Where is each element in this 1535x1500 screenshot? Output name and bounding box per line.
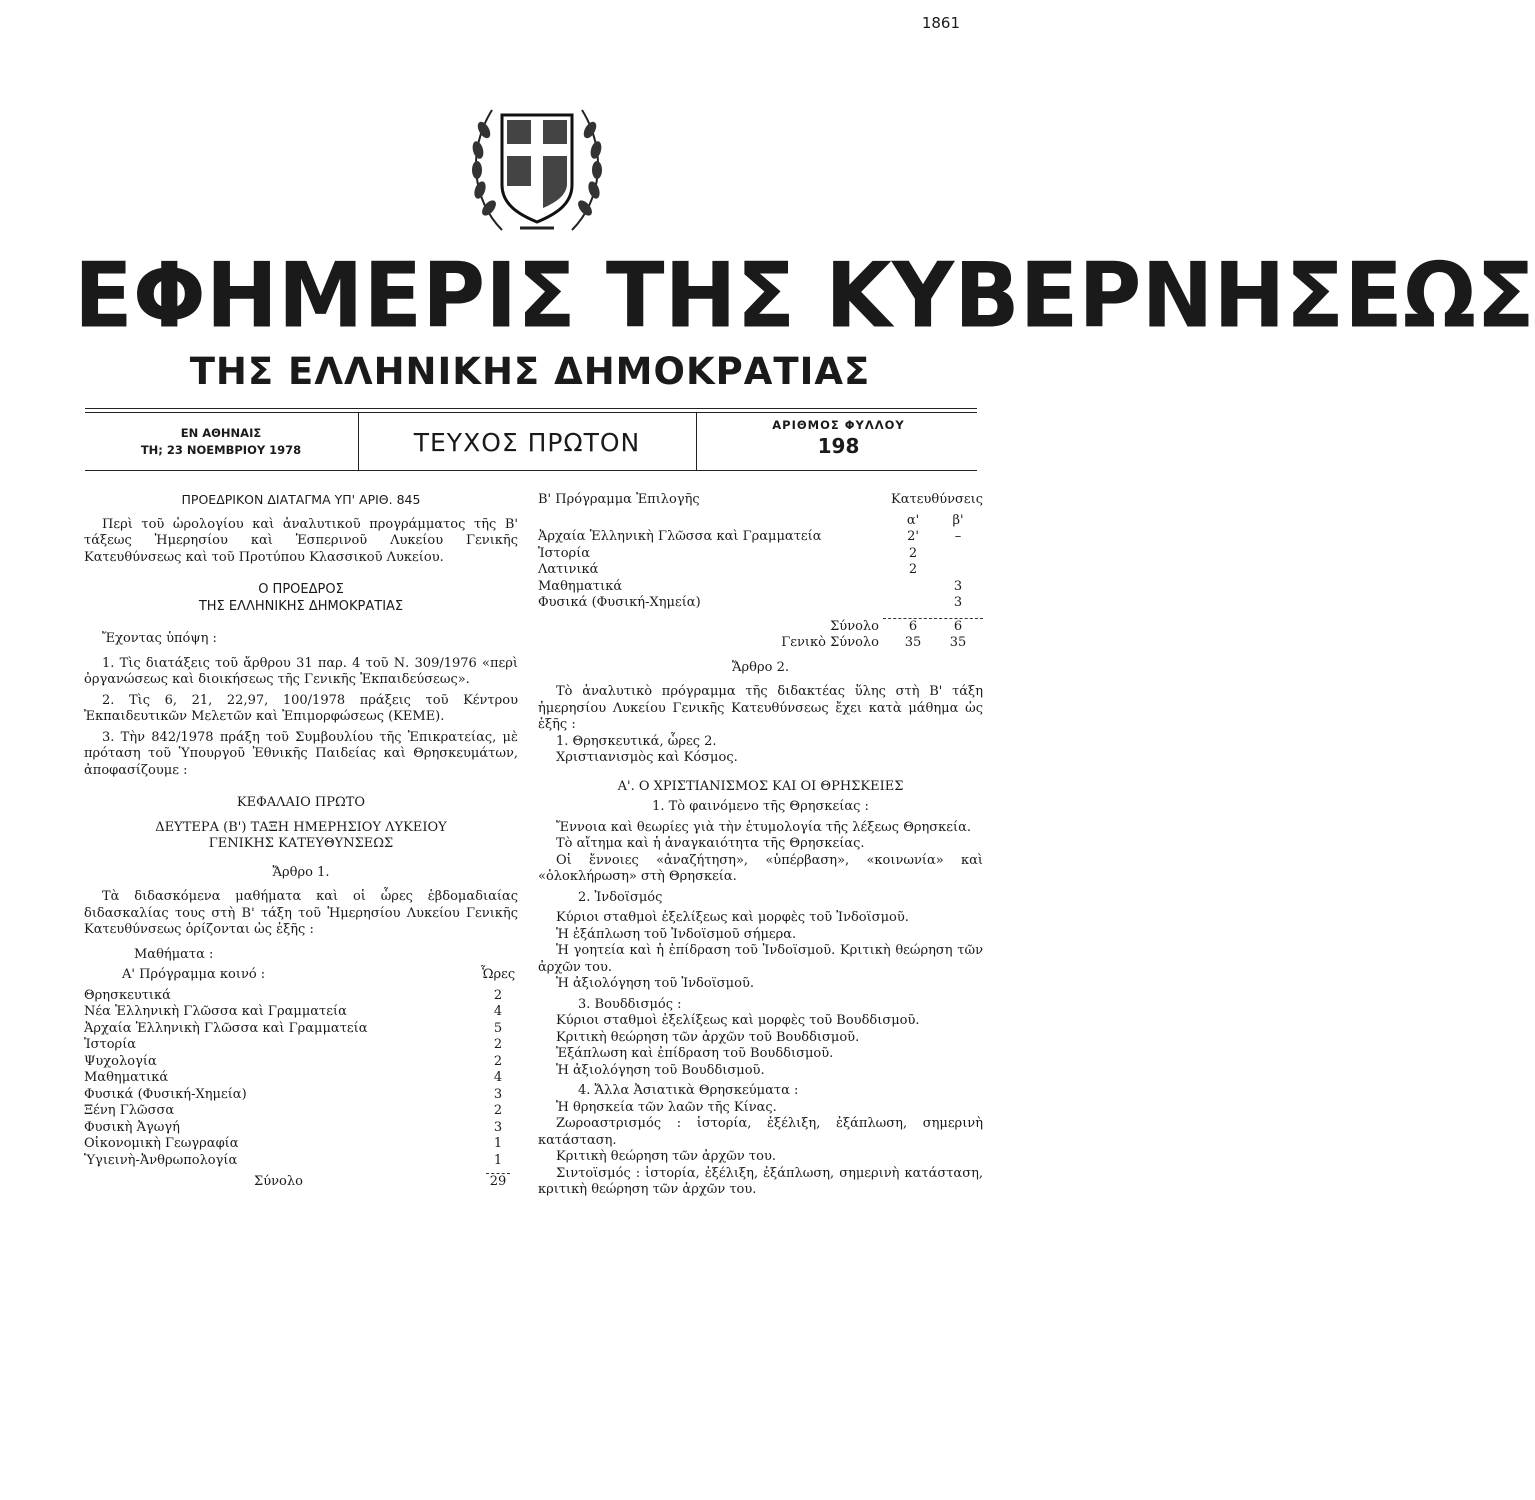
common-program-header <box>84 967 518 984</box>
subjects-label: Μαθήματα : <box>134 946 214 962</box>
subject-row: Ψυχολογία 2 <box>84 1053 503 1069</box>
subsection-4-line: Ζωροαστρισμός : ἱστορία, ἐξέλιξη, ἐξάπλωση, σημερινὴ κατάσταση. <box>538 1116 983 1148</box>
direction-b-label: β' <box>952 512 964 528</box>
grand-total-label: Γενικὸ Σύνολο <box>781 635 879 650</box>
sum-b: 6 <box>953 618 963 634</box>
elective-columns <box>538 513 983 530</box>
subsection-3: 3. Βουδδισμός : <box>578 996 682 1012</box>
subject-row: Μαθηματικά 4 <box>84 1070 503 1085</box>
article-1-heading: Ἄρθρο 1. <box>272 864 330 880</box>
decree-title: ΠΡΟΕΔΡΙΚΟΝ ΔΙΑΤΑΓΜΑ ΥΠ' ΑΡΙΘ. 845 <box>181 492 421 507</box>
sheet-number-label: ΑΡΙΘΜΟΣ ΦΥΛΛΟΥ <box>772 418 905 432</box>
consideration-2: 2. Τὶς 6, 21, 22,97, 100/1978 πράξεις τοῦ Κέντρου Ἐκπαιδευτικῶν Μελετῶν καὶ Ἐπιμορφώσεως (ΚΕΜΕ). <box>84 692 518 724</box>
grand-total-row <box>538 635 983 652</box>
masthead-title: ΕΦΗΜΕΡΙΣ ΤΗΣ ΚΥΒΕΡΝΗΣΕΩΣ <box>74 243 1535 349</box>
left-column <box>84 492 518 1191</box>
subject-row: Οἰκονομικὴ Γεωγραφία 1 <box>84 1136 503 1151</box>
subjects-list <box>84 988 518 1170</box>
subsection-1: 1. Τὸ φαινόμενο τῆς Θρησκείας : <box>652 799 869 814</box>
page-number: 1861 <box>921 14 960 32</box>
article-2-heading: Ἄρθρο 2. <box>731 659 789 675</box>
right-column <box>538 492 983 1199</box>
article-1-text: Τὰ διδασκόμενα μαθήματα καὶ οἱ ὧρες ἑβδομαδιαίας διδασκαλίας τους στὴ Β' τάξη τοῦ Ἡμερησίου Λυκείου Γενικῆς Κατευθύνσεως ὁρίζονται ὡς ἑξῆς : <box>84 889 518 937</box>
elective-row: Ἀρχαία Ἑλληνικὴ Γλῶσσα καὶ Γραμματεία 2' – <box>538 529 962 544</box>
issue-type: ΤΕΥΧΟΣ ΠΡΩΤΟΝ <box>413 428 641 457</box>
subject-row: Νέα Ἑλληνικὴ Γλῶσσα καὶ Γραμματεία 4 <box>84 1004 503 1019</box>
sum-label: Σύνολο <box>830 618 879 634</box>
subsection-3-line: Ἡ ἀξιολόγηση τοῦ Βουδδισμοῦ. <box>556 1062 765 1078</box>
total-value: 29 <box>489 1174 507 1189</box>
decree-subject: Περὶ τοῦ ὡρολογίου καὶ ἀναλυτικοῦ προγράμματος τῆς Β' τάξεως Ἡμερησίου καὶ Ἑσπερινοῦ Λυκείου Γενικῆς Κατευθύνσεως καὶ τοῦ Προτύπου Κλασσικοῦ Λυκείου. <box>84 516 518 565</box>
subsection-3-line: Κριτικὴ θεώρηση τῶν ἀρχῶν τοῦ Βουδδισμοῦ. <box>556 1029 860 1045</box>
grand-total-b: 35 <box>949 635 967 650</box>
subsection-4-line: Σιντοϊσμός : ἱστορία, ἐξέλιξη, ἐξάπλωση, σημερινὴ κατάσταση, κριτικὴ θεώρηση τῶν ἀρχῶν του. <box>538 1165 983 1197</box>
subject-row: Φυσικὴ Ἀγωγή 3 <box>84 1119 503 1135</box>
total-row <box>84 1174 518 1191</box>
subject-row: Θρησκευτικά 2 <box>84 987 503 1003</box>
subsection-2-line: Ἡ γοητεία καὶ ἡ ἐπίδραση τοῦ Ἰνδοϊσμοῦ. Κριτικὴ θεώρηση τῶν ἀρχῶν του. <box>538 943 983 975</box>
elective-list <box>538 529 983 612</box>
item-1: 1. Θρησκευτικά, ὧρες 2. <box>556 733 717 749</box>
masthead-subtitle: ΤΗΣ ΕΛΛΗΝΙΚΗΣ ΔΗΜΟΚΡΑΤΙΑΣ <box>189 350 871 393</box>
elective-row: Ἱστορία 2 <box>538 545 918 561</box>
elective-program-label: Β' Πρόγραμμα Ἐπιλογῆς <box>538 492 700 507</box>
elective-header <box>538 492 983 509</box>
section-heading-2: ΓΕΝΙΚΗΣ ΚΑΤΕΥΘΥΝΣΕΩΣ <box>208 836 394 851</box>
header-divider-left <box>358 412 359 470</box>
subsection-4-line: Κριτικὴ θεώρηση τῶν ἀρχῶν του. <box>556 1149 776 1164</box>
header-place-date <box>85 425 357 459</box>
hours-column-label: Ὧρες <box>480 967 516 982</box>
president-heading-2: ΤΗΣ ΕΛΛΗΝΙΚΗΣ ΔΗΜΟΚΡΑΤΙΑΣ <box>198 598 404 614</box>
consideration-1: 1. Τὶς διατάξεις τοῦ ἄρθρου 31 παρ. 4 τοῦ Ν. 309/1976 «περὶ ὀργανώσεως καὶ διοικήσεως τῆς Γενικῆς Ἐκπαιδεύσεως». <box>84 655 518 687</box>
president-heading: Ο ΠΡΟΕΔΡΟΣ <box>258 582 344 597</box>
directions-label: Κατευθύνσεις <box>891 492 983 507</box>
subsection-4-line: Ἡ θρησκεία τῶν λαῶν τῆς Κίνας. <box>556 1099 777 1115</box>
chapter-heading: ΚΕΦΑΛΑΙΟ ΠΡΩΤΟ <box>236 795 366 810</box>
subject-row: Ὑγιεινὴ-Ἀνθρωπολογία 1 <box>84 1152 503 1168</box>
sheet-number-block <box>700 418 977 458</box>
subsection-2-line: Κύριοι σταθμοὶ ἐξελίξεως καὶ μορφὲς τοῦ Ἰνδοϊσμοῦ. <box>556 910 909 925</box>
subsection-1-line: Οἱ ἔννοιες «ἀναζήτηση», «ὑπέρβαση», «κοινωνία» καὶ «ὁλοκλήρωση» στὴ Θρησκεία. <box>538 852 983 884</box>
article-2-text: Τὸ ἀναλυτικὸ πρόγραμμα τῆς διδακτέας ὕλης στὴ Β' τάξη ἡμερησίου Λυκείου Γενικῆς Κατευθύνσεως ἔχει κατὰ μάθημα ὡς ἑξῆς : <box>538 684 983 732</box>
section-a-heading: Α'. Ο ΧΡΙΣΤΙΑΝΙΣΜΟΣ ΚΑΙ ΟΙ ΘΡΗΣΚΕΙΕΣ <box>617 778 904 794</box>
header-top-rule <box>85 408 977 409</box>
item-1-title: Χριστιανισμὸς καὶ Κόσμος. <box>556 750 738 765</box>
subsection-2: 2. Ἰνδοϊσμός <box>578 889 663 905</box>
subsection-2-line: Ἡ ἀξιολόγηση τοῦ Ἰνδοϊσμοῦ. <box>556 976 754 991</box>
elective-row: Μαθηματικά 3 <box>538 578 963 594</box>
subsection-1-line: Ἔννοια καὶ θεωρίες γιὰ τὴν ἐτυμολογία τῆς λέξεως Θρησκεία. <box>556 819 972 835</box>
subsection-3-line: Κύριοι σταθμοὶ ἐξελίξεως καὶ μορφὲς τοῦ Βουδδισμοῦ. <box>556 1013 920 1028</box>
having-in-view: Ἔχοντας ὑπόψη : <box>102 631 217 646</box>
total-label: Σύνολο <box>254 1174 303 1189</box>
elective-row: Λατινικά 2 <box>538 562 918 577</box>
grand-total-a: 35 <box>904 635 922 650</box>
section-heading-1: ΔΕΥΤΕΡΑ (Β') ΤΑΞΗ ΗΜΕΡΗΣΙΟΥ ΛΥΚΕΙΟΥ <box>155 819 447 835</box>
subsection-1-line: Τὸ αἴτημα καὶ ἡ ἀναγκαιότητα τῆς Θρησκείας. <box>556 836 865 851</box>
elective-row: Φυσικά (Φυσική-Χημεία) 3 <box>538 595 963 610</box>
header-bottom-rule <box>85 470 977 471</box>
sheet-number: 198 <box>817 434 860 458</box>
header-divider-right <box>696 412 697 470</box>
subsection-3-line: Ἐξάπλωση καὶ ἐπίδραση τοῦ Βουδδισμοῦ. <box>556 1046 834 1061</box>
header-date: ΤΗ; 23 ΝΟΕΜΒΡΙΟΥ 1978 <box>140 443 302 457</box>
subsection-4: 4. Ἄλλα Ἀσιατικὰ Θρησκεύματα : <box>578 1083 799 1098</box>
header-place: ΕΝ ΑΘΗΝΑΙΣ <box>180 426 262 440</box>
common-program-label: Α' Πρόγραμμα κοινό : <box>122 967 266 982</box>
subject-row: Ἱστορία 2 <box>84 1037 503 1052</box>
coat-of-arms-emblem <box>462 90 612 240</box>
sum-a: 6 <box>908 618 918 634</box>
direction-a-label: α' <box>906 512 920 528</box>
subject-row: Ἀρχαία Ἑλληνικὴ Γλῶσσα καὶ Γραμματεία 5 <box>84 1020 503 1036</box>
subject-row: Φυσικά (Φυσική-Χημεία) 3 <box>84 1086 503 1102</box>
header-top-rule-2 <box>85 412 977 413</box>
subject-row: Ξένη Γλῶσσα 2 <box>84 1103 503 1118</box>
subsection-2-line: Ἡ ἐξάπλωση τοῦ Ἰνδοϊσμοῦ σήμερα. <box>556 926 797 942</box>
consideration-3: 3. Τὴν 842/1978 πράξη τοῦ Συμβουλίου τῆς Ἐπικρατείας, μὲ πρόταση τοῦ Ὑπουργοῦ Ἐθνικῆς Παιδείας καὶ Θρησκευμάτων, ἀποφασίζουμε : <box>84 729 518 778</box>
sum-row <box>538 619 983 636</box>
